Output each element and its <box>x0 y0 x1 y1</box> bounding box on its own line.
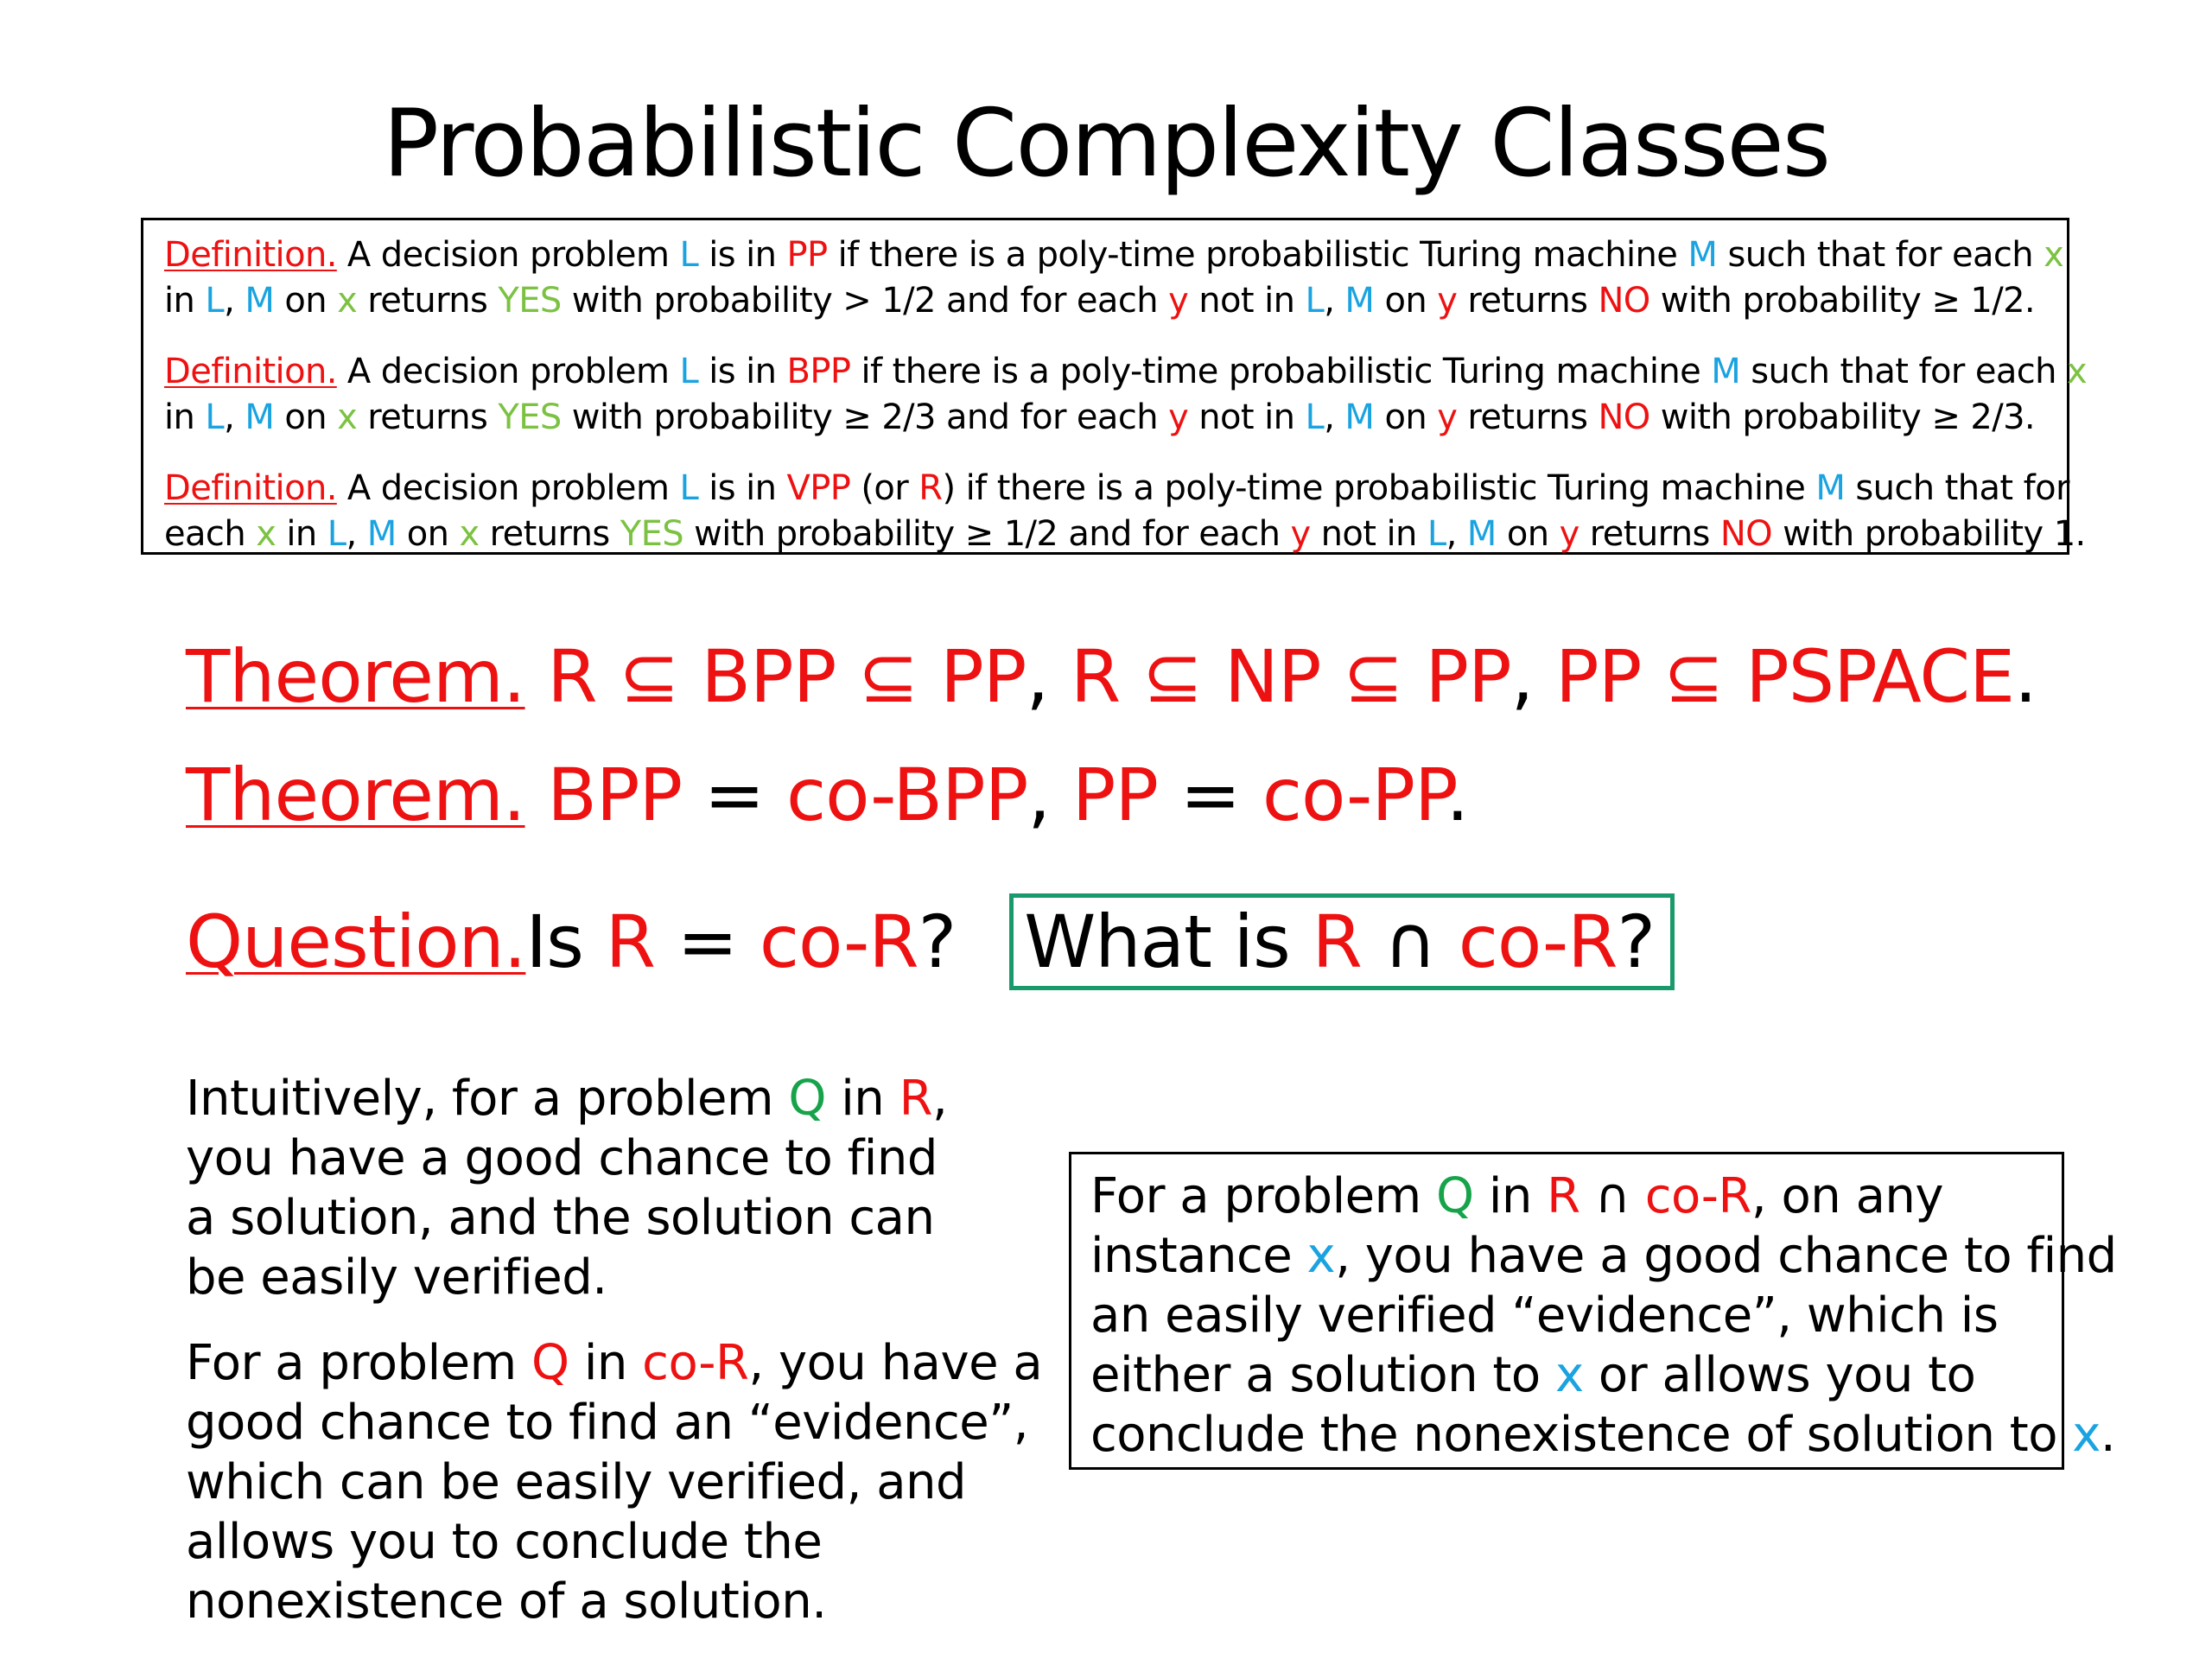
text-segment: or allows you to <box>1583 1347 1976 1403</box>
theorem-statement <box>525 753 1469 837</box>
text-segment: an easily verified “evidence”, which is <box>1090 1287 1999 1344</box>
text-segment: is in <box>698 352 787 391</box>
text-segment: YES <box>498 281 562 321</box>
text-segment: x <box>256 514 276 554</box>
text-segment: returns <box>357 397 499 437</box>
text-segment: on <box>1374 281 1438 321</box>
text-segment: . <box>2100 1407 2116 1463</box>
rich-text <box>337 352 2087 391</box>
text-segment: , <box>932 1071 948 1127</box>
text-segment: R <box>547 634 597 719</box>
text-segment: x <box>1554 1347 1584 1403</box>
text-segment: ? <box>1617 899 1656 984</box>
rich-text <box>337 468 2069 508</box>
highlighted-question-text <box>1024 899 1655 984</box>
text-segment: nonexistence of a solution. <box>186 1573 827 1630</box>
text-segment: L <box>1305 397 1325 437</box>
text-segment: with probability ≥ 1/2 and for each <box>683 514 1291 554</box>
text-segment: Q <box>531 1335 569 1391</box>
text-segment: you have a good chance to find <box>186 1130 938 1186</box>
text-segment: conclude the nonexistence of solution to <box>1090 1407 2073 1463</box>
paragraph-line <box>186 1572 1015 1631</box>
text-segment: , <box>346 514 367 554</box>
text-segment: either a solution to <box>1090 1347 1555 1403</box>
intersection-explanation-box <box>1069 1152 2117 1470</box>
question-label: Question. <box>186 899 526 984</box>
rich-text <box>337 235 2063 275</box>
text-segment: on <box>396 514 460 554</box>
text-segment: co-R <box>1644 1168 1751 1224</box>
text-segment: , you have a good chance to find <box>1335 1228 2117 1284</box>
paragraph-line <box>186 1333 1043 1393</box>
paragraph-line <box>186 1128 1015 1188</box>
text-segment: co-R <box>759 899 918 984</box>
definition-pp <box>164 232 2064 324</box>
text-segment: . <box>1446 753 1469 837</box>
text-segment: For a problem <box>1090 1168 1436 1224</box>
text-segment: L <box>679 235 699 275</box>
paragraph-line <box>186 1512 1015 1572</box>
text-segment: x <box>2067 352 2088 391</box>
text-segment: ∩ <box>1580 1168 1645 1224</box>
paragraph-line <box>186 1188 1015 1248</box>
text-segment: y <box>1168 281 1189 321</box>
text-segment: y <box>1168 397 1189 437</box>
text-segment: if there is a poly-time probabilistic Turing machine <box>850 352 1712 391</box>
slide-title: Probabilistic Complexity Classes <box>382 90 1830 198</box>
text-segment: M <box>1344 397 1375 437</box>
text-segment: , <box>1324 397 1345 437</box>
text-segment: NO <box>1598 281 1650 321</box>
text-segment: Q <box>1435 1168 1474 1224</box>
text-segment: , you have a <box>748 1335 1043 1391</box>
text-segment: in <box>276 514 327 554</box>
definition-label: Definition. <box>164 468 337 508</box>
text-segment: returns <box>357 281 499 321</box>
text-segment: R <box>1547 1168 1580 1224</box>
text-segment: on <box>274 397 338 437</box>
text-segment: M <box>1344 281 1375 321</box>
text-segment: NO <box>1719 514 1773 554</box>
text-segment: a solution, and the solution can <box>186 1190 935 1246</box>
text-segment: BPP <box>786 352 851 391</box>
definition-line <box>164 232 2064 278</box>
text-segment: co-BPP <box>785 753 1028 837</box>
text-segment: L <box>1427 514 1446 554</box>
text-segment: M <box>245 397 275 437</box>
text-segment: = <box>1158 753 1262 837</box>
text-segment: x <box>1306 1228 1336 1284</box>
text-segment: co-PP <box>1262 753 1446 837</box>
definition-vpp <box>164 466 2086 557</box>
text-segment <box>525 634 548 719</box>
text-segment: returns <box>1579 514 1720 554</box>
text-segment: such that for <box>1845 468 2069 508</box>
paragraph-line <box>186 1069 1015 1128</box>
text-segment: L <box>205 397 225 437</box>
text-segment: not in <box>1188 281 1306 321</box>
theorem-complements <box>186 747 1468 842</box>
text-segment: A decision problem <box>336 235 680 275</box>
text-segment: PP <box>1555 634 1642 719</box>
text-segment: A decision problem <box>336 352 680 391</box>
text-segment: which can be easily verified, and <box>186 1454 967 1510</box>
text-segment: ⊆ <box>1320 634 1426 719</box>
text-segment: on <box>274 281 338 321</box>
text-segment: R <box>605 899 656 984</box>
text-segment: on <box>1496 514 1560 554</box>
question-text <box>525 899 956 984</box>
box-line <box>1090 1345 2041 1405</box>
text-segment: YES <box>620 514 684 554</box>
text-segment: L <box>327 514 346 554</box>
text-segment: allows you to conclude the <box>186 1514 823 1570</box>
box-line <box>1090 1166 2041 1226</box>
text-segment: in <box>1473 1168 1548 1224</box>
text-segment: , <box>1510 634 1556 719</box>
text-segment: L <box>679 468 699 508</box>
text-segment: M <box>366 514 397 554</box>
text-segment: y <box>1437 397 1458 437</box>
theorem-inclusions <box>186 629 2037 724</box>
text-segment: VPP <box>786 468 851 508</box>
paragraph-line <box>186 1452 1015 1512</box>
text-segment: co-R <box>642 1335 749 1391</box>
text-segment: on <box>1374 397 1438 437</box>
text-segment: R <box>918 468 943 508</box>
text-segment: with probability ≥ 1/2. <box>1649 281 2036 321</box>
theorem-label: Theorem. <box>186 634 525 719</box>
text-segment: y <box>1437 281 1458 321</box>
text-segment: Is <box>525 899 606 984</box>
text-segment: (or <box>850 468 919 508</box>
box-line <box>1090 1286 2041 1345</box>
text-segment: , <box>1027 753 1072 837</box>
text-segment: with probability > 1/2 and for each <box>561 281 1169 321</box>
text-segment: x <box>2044 235 2064 275</box>
text-segment: = <box>682 753 786 837</box>
text-segment: = <box>655 899 760 984</box>
text-segment: R <box>1312 899 1362 984</box>
text-segment: PP <box>786 235 828 275</box>
theorem-statement <box>525 634 2037 719</box>
text-segment: PP <box>940 634 1027 719</box>
intuition-paragraph-co-r <box>186 1333 1043 1631</box>
text-segment: BPP <box>701 634 836 719</box>
text-segment: x <box>337 281 358 321</box>
text-segment: instance <box>1090 1228 1307 1284</box>
text-segment: , <box>1324 281 1345 321</box>
text-segment: such that for each <box>1717 235 2044 275</box>
text-segment: if there is a poly-time probabilistic Turing machine <box>827 235 1688 275</box>
text-segment: with probability ≥ 2/3 and for each <box>561 397 1169 437</box>
definition-label: Definition. <box>164 235 337 275</box>
text-segment: . <box>2014 634 2037 719</box>
text-segment: not in <box>1188 397 1306 437</box>
definition-line <box>164 278 2046 324</box>
text-segment: ∩ <box>1361 899 1459 984</box>
text-segment: L <box>205 281 225 321</box>
definition-line <box>164 349 2088 395</box>
text-segment: R <box>899 1071 933 1127</box>
text-segment: M <box>1711 352 1741 391</box>
text-segment: For a problem <box>186 1335 531 1391</box>
text-segment: ? <box>918 899 957 984</box>
text-segment: A decision problem <box>336 468 680 508</box>
text-segment: x <box>459 514 480 554</box>
definition-line <box>164 512 2086 557</box>
text-segment: not in <box>1310 514 1427 554</box>
text-segment: in <box>569 1335 643 1391</box>
text-segment: in <box>164 281 206 321</box>
definition-label: Definition. <box>164 352 337 391</box>
paragraph-line <box>186 1393 1029 1452</box>
text-segment: good chance to find an “evidence”, <box>186 1395 1029 1451</box>
text-segment: R <box>1070 634 1121 719</box>
text-segment: M <box>245 281 275 321</box>
text-segment: in <box>825 1071 899 1127</box>
text-segment: returns <box>479 514 620 554</box>
text-segment: co-R <box>1458 899 1618 984</box>
text-segment: M <box>1466 514 1497 554</box>
text-segment: , <box>224 281 245 321</box>
text-segment: in <box>164 397 206 437</box>
text-segment: each <box>164 514 257 554</box>
text-segment: ) if there is a poly-time probabilistic Turing machine <box>942 468 1816 508</box>
intuition-column <box>186 1069 1043 1657</box>
text-segment: BPP <box>547 753 683 837</box>
text-segment: , on any <box>1751 1168 1944 1224</box>
text-segment: such that for each <box>1740 352 2067 391</box>
text-segment: YES <box>498 397 562 437</box>
definition-line <box>164 395 2046 441</box>
text-segment: What is <box>1024 899 1313 984</box>
text-segment: x <box>2072 1407 2101 1463</box>
text-segment: ⊆ <box>836 634 941 719</box>
text-segment: NO <box>1598 397 1650 437</box>
text-segment: PSPACE <box>1745 634 2015 719</box>
text-segment: , <box>1026 634 1071 719</box>
text-segment: ⊆ <box>596 634 702 719</box>
text-segment: is in <box>698 468 787 508</box>
text-segment: ⊆ <box>1641 634 1746 719</box>
text-segment: x <box>337 397 358 437</box>
text-segment: PP <box>1071 753 1159 837</box>
text-segment: Q <box>788 1071 826 1127</box>
text-segment: be easily verified. <box>186 1249 607 1306</box>
text-segment: M <box>1688 235 1718 275</box>
text-segment: L <box>679 352 699 391</box>
text-segment: returns <box>1457 281 1599 321</box>
box-line <box>1090 1226 2117 1286</box>
text-segment: ⊆ <box>1120 634 1225 719</box>
text-segment: with probability ≥ 2/3. <box>1649 397 2036 437</box>
highlighted-question-box <box>1009 893 1675 990</box>
question-line <box>186 892 1675 991</box>
text-segment: with probability 1. <box>1772 514 2086 554</box>
definition-line <box>164 466 2069 512</box>
theorem-label: Theorem. <box>186 753 525 837</box>
text-segment: NP <box>1224 634 1321 719</box>
text-segment: , <box>1446 514 1467 554</box>
text-segment: Intuitively, for a problem <box>186 1071 789 1127</box>
intuition-paragraph-r <box>186 1069 1015 1307</box>
text-segment <box>525 753 548 837</box>
definition-bpp <box>164 349 2088 441</box>
paragraph-line <box>186 1248 1015 1307</box>
text-segment: is in <box>698 235 787 275</box>
definitions-box <box>141 218 2088 555</box>
text-segment: PP <box>1425 634 1511 719</box>
text-segment: returns <box>1457 397 1599 437</box>
text-segment: y <box>1290 514 1311 554</box>
text-segment: , <box>224 397 245 437</box>
text-segment: M <box>1815 468 1846 508</box>
text-segment: y <box>1559 514 1580 554</box>
box-line <box>1090 1405 2116 1465</box>
text-segment: L <box>1305 281 1325 321</box>
